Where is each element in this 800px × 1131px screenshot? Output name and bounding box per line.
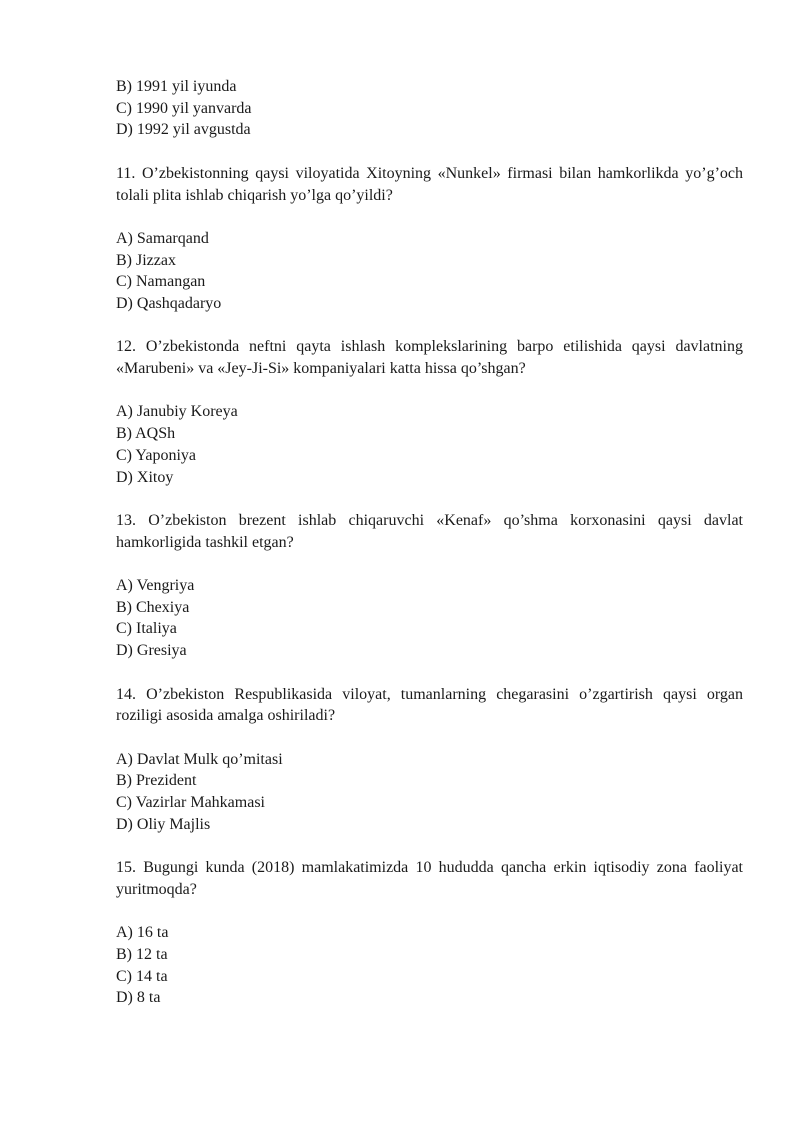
- answer-option: C) Namangan: [116, 273, 206, 291]
- answer-options: [116, 922, 743, 1009]
- question-12: [116, 336, 743, 488]
- answer-option: B) 12 ta: [116, 945, 168, 963]
- question-text: 12. O’zbekistonda neftni qayta ishlash komplekslarining barpo etilishida qaysi davlatning «Marubeni» va «Jey-Ji-Si» kompaniyalari katta hissa qo’shgan?: [116, 338, 743, 378]
- question-text: 11. O’zbekistonning qaysi viloyatida Xitoyning «Nunkel» firmasi bilan hamkorlikda yo’g’och tolali plita ishlab chiqarish yo’lga qo’yildi?: [116, 164, 743, 204]
- answer-option: A) Janubiy Koreya: [116, 403, 238, 421]
- question-14: [116, 684, 743, 836]
- document-page: [116, 76, 743, 1009]
- answer-option: B) Jizzax: [116, 251, 176, 269]
- answer-option: A) Samarqand: [116, 229, 209, 247]
- question-10-continuation: [116, 76, 743, 141]
- answer-option: D) Gresiya: [116, 642, 187, 660]
- answer-option: C) Vazirlar Mahkamasi: [116, 794, 265, 812]
- answer-options: [116, 401, 743, 488]
- answer-option: C) 1990 yil yanvarda: [116, 99, 252, 117]
- answer-options: [116, 76, 743, 141]
- answer-options: [116, 575, 743, 662]
- answer-option: A) Davlat Mulk qo’mitasi: [116, 750, 283, 768]
- answer-option: D) Oliy Majlis: [116, 815, 211, 833]
- answer-option: C) Yaponiya: [116, 446, 197, 464]
- answer-option: B) Prezident: [116, 772, 197, 790]
- answer-option: D) 8 ta: [116, 989, 161, 1007]
- question-text: 13. O’zbekiston brezent ishlab chiqaruvchi «Kenaf» qo’shma korxonasini qaysi davlat hamkorligida tashkil etgan?: [116, 511, 743, 551]
- answer-options: [116, 228, 743, 315]
- answer-option: B) 1991 yil iyunda: [116, 78, 237, 95]
- question-text: 14. O’zbekiston Respublikasida viloyat, tumanlarning chegarasini o’zgartirish qaysi organ roziligi asosida amalga oshiriladi?: [116, 685, 743, 725]
- answer-option: B) Chexiya: [116, 598, 190, 616]
- answer-option: D) Qashqadaryo: [116, 295, 222, 312]
- question-15: [116, 857, 743, 1009]
- answer-option: A) 16 ta: [116, 924, 169, 942]
- answer-option: C) Italiya: [116, 620, 177, 638]
- question-13: [116, 510, 743, 662]
- answer-options: [116, 749, 743, 836]
- question-11: [116, 163, 743, 315]
- answer-option: A) Vengriya: [116, 577, 195, 595]
- answer-option: D) 1992 yil avgustda: [116, 121, 251, 139]
- answer-option: C) 14 ta: [116, 967, 168, 985]
- question-text: 15. Bugungi kunda (2018) mamlakatimizda 10 hududda qancha erkin iqtisodiy zona faoliyat yuritmoqda?: [116, 859, 743, 898]
- answer-option: B) AQSh: [116, 425, 176, 443]
- answer-option: D) Xitoy: [116, 468, 174, 486]
